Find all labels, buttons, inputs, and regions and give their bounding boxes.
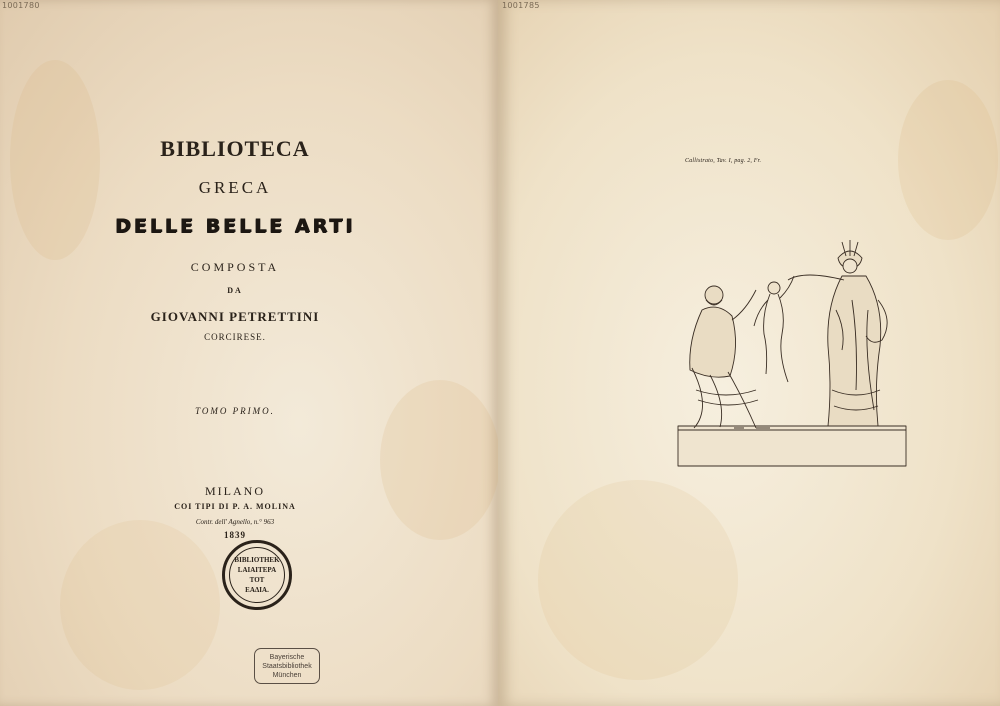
state-library-stamp	[254, 648, 320, 684]
printer-name: COI TIPI DI P. A. MOLINA	[174, 502, 296, 511]
paper-stain	[380, 380, 498, 540]
book-title: BIBLIOTECA	[160, 136, 310, 161]
standing-goddess-figure	[788, 240, 887, 426]
scan-reference-number: 1001785	[502, 1, 540, 10]
state-library-stamp-line: München	[272, 671, 302, 679]
library-stamp-line: LAIAITEPA	[237, 566, 277, 574]
state-library-stamp-line: Bayerische	[269, 653, 305, 661]
plate-caption: Callistrato, Tav. I, pag. 2, Fr.	[685, 158, 762, 164]
composed-label: COMPOSTA	[190, 260, 280, 274]
library-stamp-line: BIBLIOTHEK	[234, 556, 280, 564]
publication-city: MILANO	[205, 484, 265, 498]
book-subtitle-decorative: DELLE BELLE ARTI	[114, 215, 356, 237]
paper-stain	[538, 480, 738, 680]
printer-address: Contr. dell' Agnello, n.° 963	[195, 518, 275, 526]
title-page	[0, 0, 498, 706]
author-origin: CORCIRESE.	[204, 332, 266, 342]
paper-stain	[898, 80, 998, 240]
by-label: DA	[227, 286, 243, 295]
scan-reference-number: 1001780	[2, 1, 40, 10]
engraved-relief-illustration	[672, 240, 912, 472]
library-stamp-line: EAΔIA.	[245, 586, 269, 594]
state-library-stamp-line: Staatsbibliothek	[262, 662, 312, 670]
library-stamp-line: TOT	[249, 576, 265, 584]
paper-stain	[60, 520, 220, 690]
author-name: GIOVANNI PETRETTINI	[150, 309, 320, 324]
publication-year: 1839	[224, 530, 246, 540]
youth-figure	[754, 276, 794, 382]
volume-label: TOMO PRIMO.	[195, 406, 275, 416]
relief-plinth	[678, 426, 906, 466]
library-stamp	[222, 540, 292, 610]
seated-figure	[690, 286, 770, 428]
book-subtitle: GRECA	[198, 178, 272, 197]
